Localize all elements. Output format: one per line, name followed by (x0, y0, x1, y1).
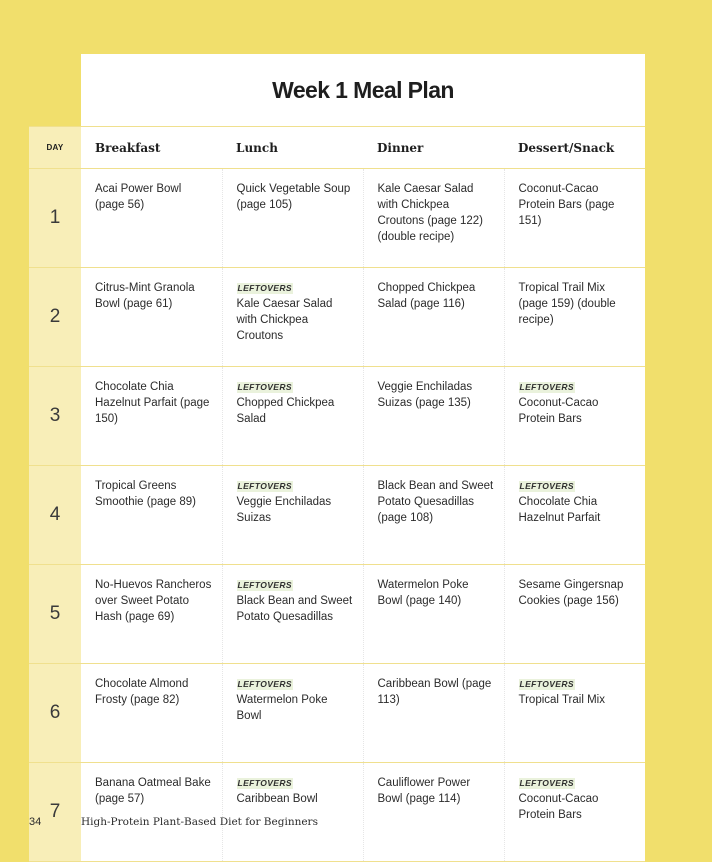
leftovers-tag: LEFTOVERS (237, 283, 292, 293)
leftovers-tag: LEFTOVERS (519, 382, 574, 392)
meal-name: No-Huevos Rancheros over Sweet Potato Hash (page 69) (95, 579, 212, 623)
meal-name: Kale Caesar Salad with Chickpea Croutons (236, 298, 333, 342)
meal-cell-lunch (222, 664, 363, 763)
meal-name: Chocolate Chia Hazelnut Parfait (page 150) (95, 381, 210, 425)
table-row (29, 367, 645, 466)
table-row (29, 763, 645, 862)
meal-name: Chocolate Chia Hazelnut Parfait (518, 496, 601, 524)
column-header-dinner: Dinner (363, 127, 504, 169)
meal-cell-breakfast (81, 565, 222, 664)
page-number: 34 (29, 816, 42, 828)
meal-cell-dessert (504, 367, 645, 466)
leftovers-tag: LEFTOVERS (237, 679, 292, 689)
meal-cell-dessert (504, 763, 645, 862)
meal-name: Watermelon Poke Bowl (page 140) (377, 579, 469, 607)
leftovers-tag: LEFTOVERS (237, 778, 292, 788)
page-title: Week 1 Meal Plan (272, 76, 454, 103)
meal-cell-lunch (222, 169, 363, 268)
meal-cell-breakfast (81, 763, 222, 862)
meal-cell-lunch (222, 367, 363, 466)
meal-name: Chocolate Almond Frosty (page 82) (95, 678, 189, 706)
table-row (29, 664, 645, 763)
day-number: 1 (29, 169, 81, 268)
meal-name: Black Bean and Sweet Potato Quesadillas (page 108) (377, 480, 494, 524)
meal-name: Coconut-Cacao Protein Bars (518, 397, 599, 425)
table-row (29, 169, 645, 268)
meal-name: Veggie Enchiladas Suizas (236, 496, 332, 524)
column-header-day: DAY (29, 127, 81, 169)
meal-name: Watermelon Poke Bowl (236, 694, 328, 722)
meal-name: Sesame Gingersnap Cookies (page 156) (518, 579, 624, 607)
table-row (29, 565, 645, 664)
book-title: High-Protein Plant-Based Diet for Beginners (81, 816, 318, 828)
meal-plan-table (29, 126, 645, 862)
leftovers-tag: LEFTOVERS (519, 679, 574, 689)
meal-name: Caribbean Bowl (236, 793, 318, 805)
table-row (29, 268, 645, 367)
meal-cell-breakfast (81, 466, 222, 565)
meal-name: Coconut-Cacao Protein Bars (page 151) (518, 183, 615, 227)
meal-cell-dessert (504, 466, 645, 565)
meal-cell-dinner (363, 169, 504, 268)
table-row (29, 466, 645, 565)
leftovers-tag: LEFTOVERS (237, 580, 292, 590)
meal-cell-lunch (222, 565, 363, 664)
day-number: 7 (29, 763, 81, 862)
meal-cell-breakfast (81, 664, 222, 763)
meal-cell-breakfast (81, 268, 222, 367)
meal-cell-dessert (504, 268, 645, 367)
meal-cell-lunch (222, 268, 363, 367)
meal-cell-dessert (504, 565, 645, 664)
meal-cell-dinner (363, 664, 504, 763)
meal-cell-dinner (363, 763, 504, 862)
meal-cell-dessert (504, 169, 645, 268)
meal-cell-dinner (363, 367, 504, 466)
meal-name: Cauliflower Power Bowl (page 114) (377, 777, 471, 805)
leftovers-tag: LEFTOVERS (237, 382, 292, 392)
meal-cell-breakfast (81, 169, 222, 268)
meal-name: Acai Power Bowl (page 56) (95, 183, 182, 211)
meal-name: Veggie Enchiladas Suizas (page 135) (377, 381, 473, 409)
meal-cell-dinner (363, 268, 504, 367)
meal-name: Banana Oatmeal Bake (page 57) (95, 777, 211, 805)
day-number: 4 (29, 466, 81, 565)
leftovers-tag: LEFTOVERS (519, 778, 574, 788)
column-header-breakfast: Breakfast (81, 127, 222, 169)
meal-name: Tropical Greens Smoothie (page 89) (95, 480, 197, 508)
meal-name: Black Bean and Sweet Potato Quesadillas (236, 595, 353, 623)
meal-cell-dinner (363, 466, 504, 565)
day-number: 6 (29, 664, 81, 763)
column-header-dessert: Dessert/Snack (504, 127, 645, 169)
meal-name: Caribbean Bowl (page 113) (377, 678, 492, 706)
meal-name: Kale Caesar Salad with Chickpea Croutons (page 122) (double recipe) (377, 183, 483, 243)
meal-cell-dessert (504, 664, 645, 763)
leftovers-tag: LEFTOVERS (237, 481, 292, 491)
meal-name: Quick Vegetable Soup (page 105) (236, 183, 351, 211)
meal-name: Coconut-Cacao Protein Bars (518, 793, 599, 821)
meal-cell-lunch (222, 466, 363, 565)
meal-cell-lunch (222, 763, 363, 862)
day-number: 2 (29, 268, 81, 367)
meal-name: Chopped Chickpea Salad (page 116) (377, 282, 476, 310)
meal-name: Chopped Chickpea Salad (236, 397, 335, 425)
meal-cell-dinner (363, 565, 504, 664)
day-number: 5 (29, 565, 81, 664)
meal-cell-breakfast (81, 367, 222, 466)
meal-name: Citrus-Mint Granola Bowl (page 61) (95, 282, 195, 310)
leftovers-tag: LEFTOVERS (519, 481, 574, 491)
meal-name: Tropical Trail Mix (518, 694, 605, 706)
table-header-row (29, 127, 645, 169)
column-header-lunch: Lunch (222, 127, 363, 169)
table-body (29, 169, 645, 862)
day-number: 3 (29, 367, 81, 466)
meal-name: Tropical Trail Mix (page 159) (double recipe) (518, 282, 616, 326)
